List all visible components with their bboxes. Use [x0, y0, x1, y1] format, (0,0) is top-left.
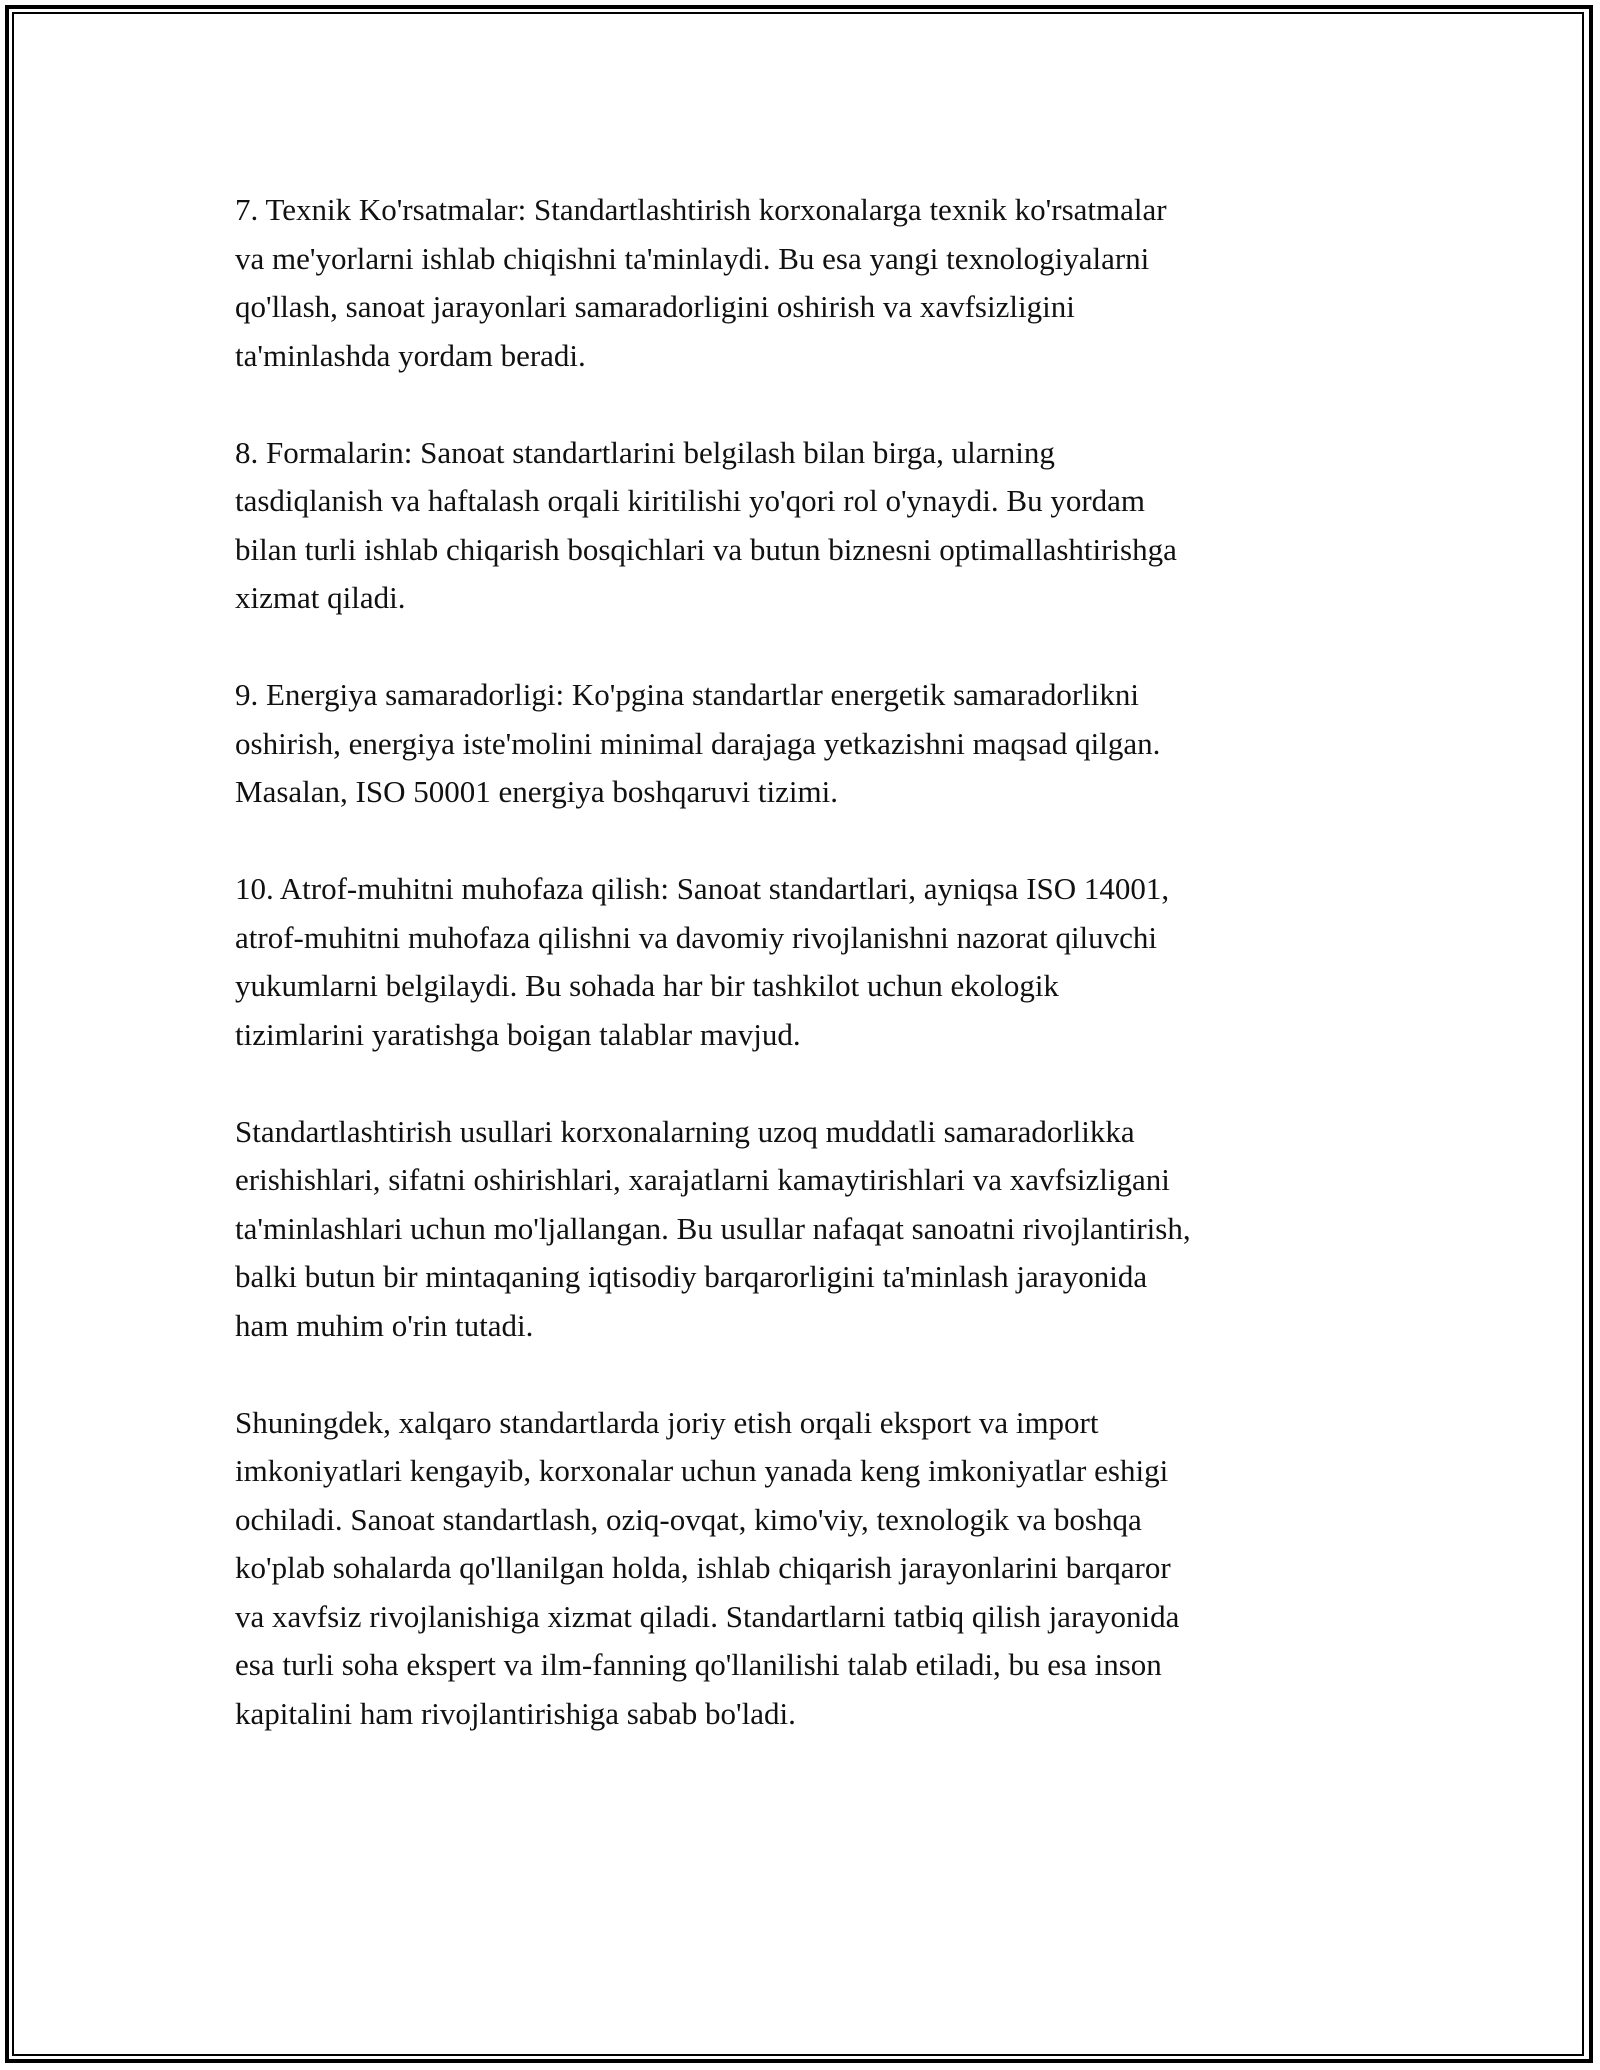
text-line: ta'minlashda yordam beradi.: [235, 337, 586, 373]
text-line: erishishlari, sifatni oshirishlari, xarajatlarni kamaytirishlari va xavfsizligani: [235, 1162, 1170, 1197]
text-line: ham muhim o'rin tutadi.: [235, 1307, 534, 1343]
text-line: yukumlarni belgilaydi. Bu sohada har bir tashkilot uchun ekologik: [235, 968, 1059, 1003]
text-line: va me'yorlarni ishlab chiqishni ta'minlaydi. Bu esa yangi texnologiyalarni: [235, 240, 1150, 276]
paragraph-environment-protection: [235, 865, 1385, 1059]
text-line: 7. Texnik Ko'rsatmalar: Standartlashtirish korxonalarga texnik ko'rsatmalar: [235, 192, 1167, 227]
text-line: ko'plab sohalarda qo'llanilgan holda, ishlab chiqarish jarayonlarini barqaror: [235, 1550, 1171, 1585]
paragraph-forms: [235, 429, 1385, 623]
text-line: 8. Formalarin: Sanoat standartlarini belgilash bilan birga, ularning: [235, 434, 1055, 470]
text-line: bilan turli ishlab chiqarish bosqichlari va butun biznesni optimallashtirishga: [235, 531, 1177, 567]
text-line: va xavfsiz rivojlanishiga xizmat qiladi. Standartlarni tatbiq qilish jarayonida: [235, 1598, 1180, 1634]
text-line: kapitalini ham rivojlantirishiga sabab bo'ladi.: [235, 1695, 796, 1731]
paragraph-energy-efficiency: [235, 671, 1385, 817]
text-line: Standartlashtirish usullari korxonalarning uzoq muddatli samaradorlikka: [235, 1113, 1135, 1149]
text-line: ochiladi. Sanoat standartlash, oziq-ovqat, kimo'viy, texnologik va boshqa: [235, 1501, 1142, 1537]
text-line: atrof-muhitni muhofaza qilishni va davomiy rivojlanishni nazorat qiluvchi: [235, 919, 1158, 955]
document-body: [235, 186, 1385, 1787]
paragraph-standardization-methods: [235, 1108, 1385, 1351]
text-line: tizimlarini yaratishga boigan talablar mavjud.: [235, 1016, 801, 1052]
text-line: tasdiqlanish va haftalash orqali kiritilishi yo'qori rol o'ynaydi. Bu yordam: [235, 483, 1146, 518]
paragraph-international-standards: [235, 1399, 1385, 1739]
paragraph-technical-guidelines: [235, 186, 1385, 380]
text-line: xizmat qiladi.: [235, 580, 406, 615]
text-line: 9. Energiya samaradorligi: Ko'pgina standartlar energetik samaradorlikni: [235, 677, 1140, 712]
text-line: balki butun bir mintaqaning iqtisodiy barqarorligini ta'minlash jarayonida: [235, 1259, 1148, 1294]
text-line: oshirish, energiya iste'molini minimal darajaga yetkazishni maqsad qilgan.: [235, 725, 1161, 761]
text-line: esa turli soha ekspert va ilm-fanning qo'llanilishi talab etiladi, bu esa inson: [235, 1647, 1162, 1682]
text-line: Shuningdek, xalqaro standartlarda joriy etish orqali eksport va import: [235, 1404, 1099, 1440]
text-line: Masalan, ISO 50001 energiya boshqaruvi tizimi.: [235, 774, 838, 809]
text-line: ta'minlashlari uchun mo'ljallangan. Bu usullar nafaqat sanoatni rivojlantirish,: [235, 1210, 1191, 1246]
text-line: qo'llash, sanoat jarayonlari samaradorligini oshirish va xavfsizligini: [235, 289, 1075, 324]
text-line: 10. Atrof-muhitni muhofaza qilish: Sanoat standartlari, ayniqsa ISO 14001,: [235, 871, 1170, 906]
text-line: imkoniyatlari kengayib, korxonalar uchun yanada keng imkoniyatlar eshigi: [235, 1453, 1169, 1488]
